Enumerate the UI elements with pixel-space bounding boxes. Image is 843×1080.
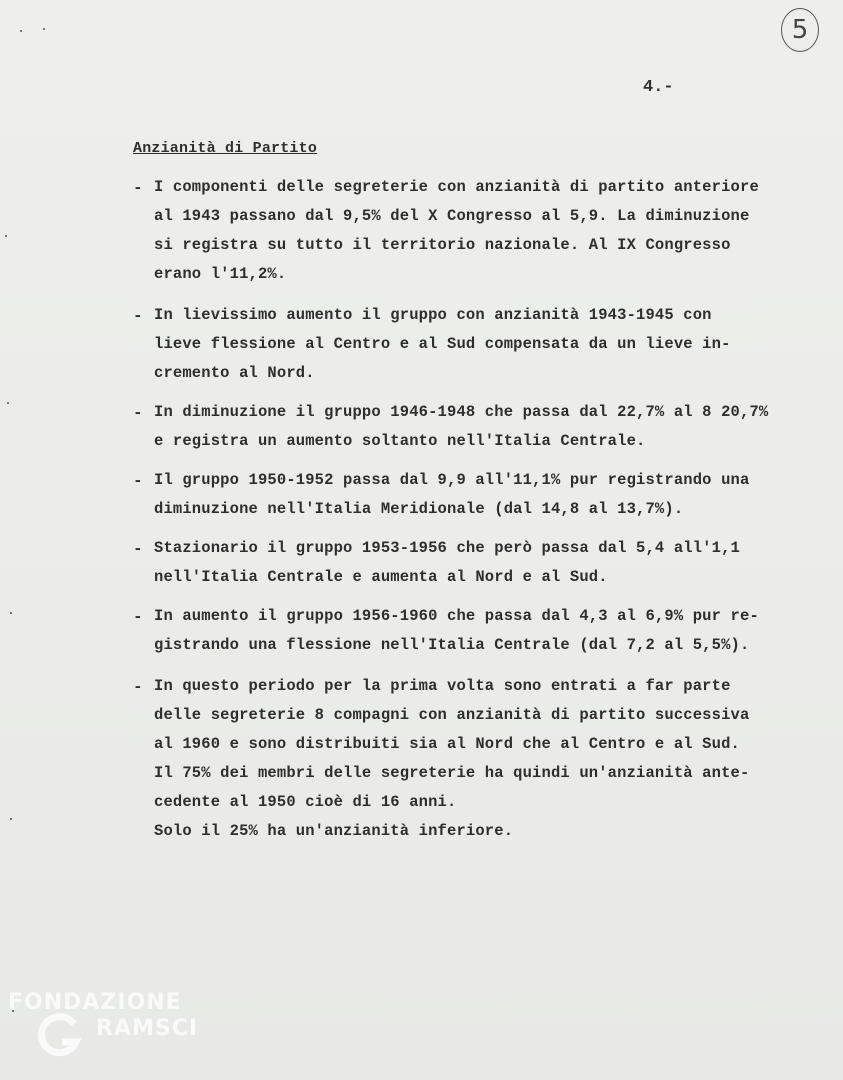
scan-speck (10, 818, 12, 820)
paragraph-line: In questo periodo per la prima volta sono entrati a far parte (154, 677, 731, 695)
paragraph-line: delle segreterie 8 compagni con anzianità di partito successiva (154, 706, 750, 724)
paragraph-line: gistrando una flessione nell'Italia Centrale (dal 7,2 al 5,5%). (154, 636, 750, 654)
scan-speck (5, 235, 7, 237)
section-heading: Anzianità di Partito (133, 140, 318, 157)
paragraph-line: Il 75% dei membri delle segreterie ha quindi un'anzianità ante- (154, 764, 750, 782)
paragraph-line: al 1943 passano dal 9,5% del X Congresso al 5,9. La diminuzione (154, 207, 750, 225)
scan-speck (10, 612, 12, 614)
paragraph-line: In diminuzione il gruppo 1946-1948 che passa dal 22,7% al 8 20,7% (154, 403, 769, 421)
paragraph-line: cedente al 1950 cioè di 16 anni. (154, 793, 457, 811)
watermark-logo (8, 990, 208, 1070)
handwritten-page-number: 5 (781, 8, 819, 52)
page-number: 4.- (643, 78, 674, 97)
paragraph-line: In aumento il gruppo 1956-1960 che passa dal 4,3 al 6,9% pur re- (154, 607, 759, 625)
scan-speck (20, 30, 22, 32)
list-bullet: - (133, 608, 143, 626)
list-bullet: - (133, 540, 143, 558)
paragraph-line: In lievissimo aumento il gruppo con anzianità 1943-1945 con (154, 306, 712, 324)
scan-speck (12, 1010, 14, 1012)
scan-speck (7, 402, 9, 404)
list-bullet: - (133, 307, 143, 325)
watermark-line2: RAMSCI (96, 1016, 199, 1041)
watermark-g-icon (36, 1012, 84, 1060)
paragraph-line: e registra un aumento soltanto nell'Italia Centrale. (154, 432, 646, 450)
paragraph-line: Stazionario il gruppo 1953-1956 che però passa dal 5,4 all'1,1 (154, 539, 740, 557)
list-bullet: - (133, 472, 143, 490)
paragraph-line: lieve flessione al Centro e al Sud compensata da un lieve in- (154, 335, 731, 353)
list-bullet: - (133, 678, 143, 696)
paragraph-line: I componenti delle segreterie con anzianità di partito anteriore (154, 178, 759, 196)
scan-speck (43, 28, 45, 30)
paragraph-line: cremento al Nord. (154, 364, 315, 382)
paragraph-line: Il gruppo 1950-1952 passa dal 9,9 all'11,1% pur registrando una (154, 471, 750, 489)
paragraph-line: Solo il 25% ha un'anzianità inferiore. (154, 822, 514, 840)
list-bullet: - (133, 179, 143, 197)
paragraph-line: nell'Italia Centrale e aumenta al Nord e al Sud. (154, 568, 608, 586)
paragraph-line: erano l'11,2%. (154, 265, 287, 283)
paragraph-line: si registra su tutto il territorio nazionale. Al IX Congresso (154, 236, 731, 254)
paragraph-line: al 1960 e sono distribuiti sia al Nord che al Centro e al Sud. (154, 735, 740, 753)
watermark-line1: FONDAZIONE (8, 990, 182, 1015)
paragraph-line: diminuzione nell'Italia Meridionale (dal 14,8 al 13,7%). (154, 500, 684, 518)
list-bullet: - (133, 404, 143, 422)
